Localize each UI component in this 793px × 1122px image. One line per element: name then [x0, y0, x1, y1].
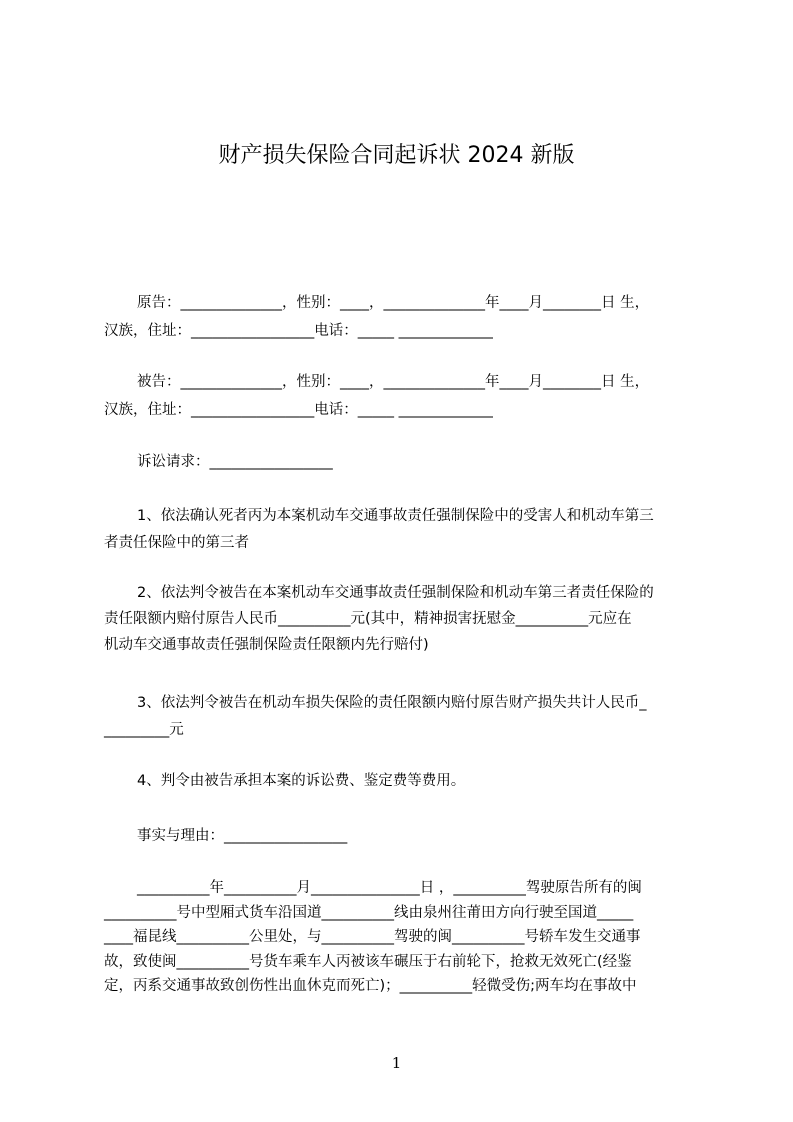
page-number: 1	[391, 1054, 402, 1072]
facts-line-4: 故，致使闽__________号货车乘车人丙被该车碾压于右前轮下，抢救无效死亡(经鉴	[104, 953, 632, 970]
plaintiff-line-1: 原告：______________，性别：____，______________年____月________日 生，	[137, 295, 650, 311]
claim-2-line-1: 2、依法判令被告在本案机动车交通事故责任强制保险和机动车第三者责任保险的	[137, 585, 654, 601]
plaintiff-line-2: 汉族，住址：_________________电话：_____ _____________	[104, 323, 493, 339]
claim-2-line-2: 责任限额内赔付原告人民币__________元(其中，精神损害抚慰金__________元应在	[104, 611, 632, 627]
defendant-line-2: 汉族，住址：_________________电话：_____ _____________	[104, 402, 493, 418]
facts-line-3: ____福昆线__________公里处，与__________驾驶的闽__________号轿车发生交通事	[104, 929, 641, 945]
claims-heading	[104, 450, 696, 474]
facts-heading-text: 事实与理由：_________________	[137, 828, 348, 844]
plaintiff-info	[104, 289, 696, 345]
claim-4-text: 4、判令由被告承担本案的诉讼费、鉴定费等费用。	[137, 773, 466, 789]
claims-heading-text: 诉讼请求：_________________	[137, 454, 333, 470]
facts-line-2: __________号中型厢式货车沿国道__________线由泉州往莆田方向行驶至国道_____	[104, 904, 634, 921]
facts-line-1: __________年__________月_______________日 ，__________驾驶原告所有的闽	[137, 880, 642, 896]
defendant-info	[104, 368, 696, 424]
claim-3-line-2: _________元	[104, 722, 184, 738]
claim-4	[104, 769, 696, 793]
claim-3-line-1: 3、依法判令被告在机动车损失保险的责任限额内赔付原告财产损失共计人民币_	[137, 695, 647, 711]
claim-3	[104, 690, 696, 744]
claim-1-line-1: 1、依法确认死者丙为本案机动车交通事故责任强制保险中的受害人和机动车第三	[137, 508, 654, 524]
claim-1	[104, 503, 696, 557]
defendant-line-1: 被告：______________，性别：____，______________年____月________日 生，	[137, 374, 650, 390]
facts-line-5: 定，丙系交通事故致创伤性出血休克而死亡)；__________轻微受伤;两车均在事故中	[104, 978, 637, 994]
document-title: 财产损失保险合同起诉状 2024 新版	[218, 143, 575, 168]
claim-2	[104, 580, 696, 658]
claim-1-line-2: 者责任保险中的第三者	[104, 535, 249, 551]
facts-body	[104, 876, 696, 999]
claim-2-line-3: 机动车交通事故责任强制保险责任限额内先行赔付)	[104, 637, 429, 653]
facts-heading	[104, 824, 696, 848]
